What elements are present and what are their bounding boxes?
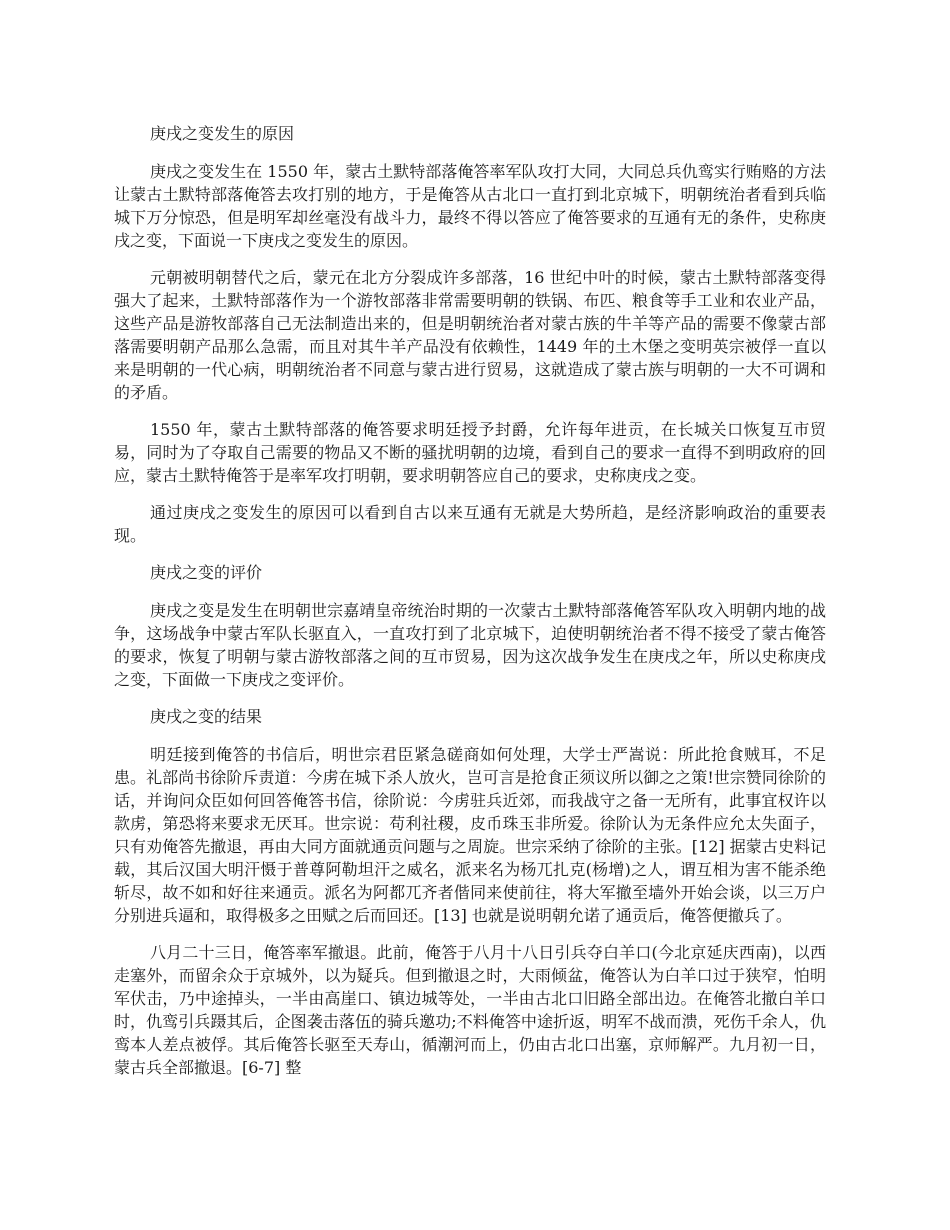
paragraph-causes-intro: 庚戌之变发生在 1550 年，蒙古土默特部落俺答率军队攻打大同，大同总兵仇鸾实行贿赂的方法让蒙古土默特部落俺答去攻打别的地方，于是俺答从古北口一直打到北京城下，明朝统治者看到兵临城下万分惊恐，但是明军却丝毫没有战斗力，最终不得以答应了俺答要求的互通有无的条件，史称庚戌之变，下面说一下庚戌之变发生的原因。 (114, 162, 826, 250)
section-heading-result: 庚戌之变的结果 (150, 707, 263, 726)
paragraph-evaluation: 庚戌之变是发生在明朝世宗嘉靖皇帝统治时期的一次蒙古土默特部落俺答军队攻入明朝内地的战争，这场战争中蒙古军队长驱直入，一直攻打到了北京城下，迫使明朝统治者不得不接受了蒙古俺答的要求，恢复了明朝与蒙古游牧部落之间的互市贸易，因为这次战争发生在庚戌之年，所以史称庚戌之变，下面做一下庚戌之变评价。 (114, 601, 826, 689)
section-heading-causes: 庚戌之变发生的原因 (150, 124, 295, 143)
document-page (114, 122, 826, 1093)
paragraph-causes-background: 元朝被明朝替代之后，蒙元在北方分裂成许多部落，16 世纪中叶的时候，蒙古土默特部落变得强大了起来，土默特部落作为一个游牧部落非常需要明朝的铁锅、布匹、粮食等手工业和农业产品，这些产品是游牧部落自己无法制造出来的，但是明朝统治者对蒙古族的牛羊等产品的需要不像蒙古部落需要明朝产品那么急需，而且对其牛羊产品没有依赖性，1449 年的土木堡之变明英宗被俘一直以来是明朝的一代心病，明朝统治者不同意与蒙古进行贸易，这就造成了蒙古族与明朝的一大不可调和的矛盾。 (114, 268, 826, 402)
paragraph-causes-1550: 1550 年，蒙古土默特部落的俺答要求明廷授予封爵，允许每年进贡，在长城关口恢复互市贸易，同时为了夺取自己需要的物品又不断的骚扰明朝的边境，看到自己的要求一直得不到明政府的回应，蒙古土默特俺答于是率军攻打明朝，要求明朝答应自己的要求，史称庚戌之变。 (114, 420, 826, 485)
paragraph-result-withdrawal: 八月二十三日，俺答率军撤退。此前，俺答于八月十八日引兵夺白羊口(今北京延庆西南)，以西走塞外，而留余众于京城外，以为疑兵。但到撤退之时，大雨倾盆，俺答认为白羊口过于狭窄，怕明军伏击，乃中途掉头，一半由高崖口、镇边城等处，一半由古北口旧路全部出边。在俺答北撤白羊口时，仇鸾引兵蹑其后，企图袭击落伍的骑兵邀功;不料俺答中途折返，明军不战而溃，死伤千余人，仇鸾本人差点被俘。其后俺答长驱至天寿山，循潮河而上，仍由古北口出塞，京师解严。九月初一日，蒙古兵全部撤退。[6-7] 整 (114, 943, 826, 1077)
section-heading-evaluation: 庚戌之变的评价 (150, 563, 263, 582)
paragraph-result-negotiation: 明廷接到俺答的书信后，明世宗君臣紧急磋商如何处理，大学士严嵩说：所此抢食贼耳，不足患。礼部尚书徐阶斥责道：今虏在城下杀人放火，岂可言是抢食正须议所以御之之策!世宗赞同徐阶的话，并询问众臣如何回答俺答书信，徐阶说：今虏驻兵近郊，而我战守之备一无所有，此事宜权许以款虏，第恐将来要求无厌耳。世宗说：苟利社稷，皮币珠玉非所爱。徐阶认为无条件应允太失面子，只有劝俺答先撤退，再由大同方面就通贡问题与之周旋。世宗采纳了徐阶的主张。[12] 据蒙古史料记载，其后汉国大明汗慑于普尊阿勒坦汗之威名，派来名为杨兀扎克(杨增)之人，谓互相为害不能杀绝斩尽，故不如和好往来通贡。派名为阿都兀齐者偕同来使前往，将大军撤至墙外开始会谈，以三万户分别进兵逼和，取得极多之田赋之后而回还。[13] 也就是说明朝允诺了通贡后，俺答便撤兵了。 (114, 745, 826, 925)
paragraph-causes-conclusion: 通过庚戌之变发生的原因可以看到自古以来互通有无就是大势所趋，是经济影响政治的重要表现。 (114, 503, 826, 545)
